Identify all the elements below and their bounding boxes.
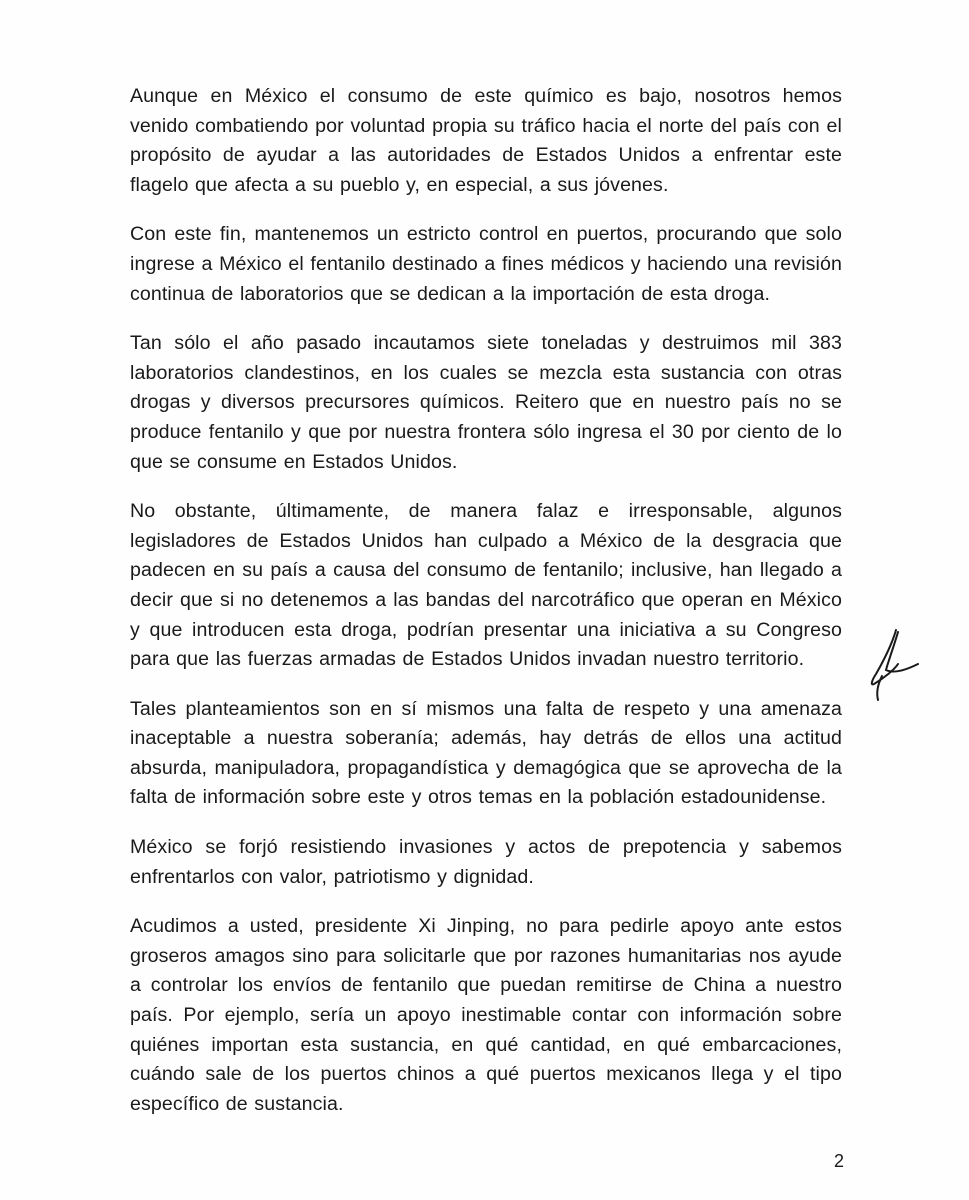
paragraph-3: Tan sólo el año pasado incautamos siete toneladas y destruimos mil 383 laboratorios clandestinos, en los cuales se mezcla esta sustancia con otras drogas y diversos precursores químicos. Reitero que en nuestro país no se produce fentanilo y que por nuestra frontera sólo ingresa el 30 por ciento de lo que se consume en Estados Unidos. [130,332,842,473]
paragraph-5: Tales planteamientos son en sí mismos una falta de respeto y una amenaza inaceptable a nuestra soberanía; además, hay detrás de ellos una actitud absurda, manipuladora, propagandística y demagógica que se aprovecha de la falta de información sobre este y otros temas en la población estadounidense. [130,697,842,809]
paragraph-7: Acudimos a usted, presidente Xi Jinping, no para pedirle apoyo ante estos groseros amagos sino para solicitarle que por razones humanitarias nos ayude a controlar los envíos de fentanilo que puedan remitirse de China a nuestro país. Por ejemplo, sería un apoyo inestimable contar con información sobre quiénes importan esta sustancia, en qué cantidad, en qué embarcaciones, cuándo sale de los puertos chinos a qué puertos mexicanos llega y el tipo específico de sustancia. [130,915,842,1115]
paragraph-1: Aunque en México el consumo de este químico es bajo, nosotros hemos venido combatiendo por voluntad propia su tráfico hacia el norte del país con el propósito de ayudar a las autoridades de Estados Unidos a enfrentar este flagelo que afecta a su pueblo y, en especial, a sus jóvenes. [130,85,842,196]
paragraph-4: No obstante, últimamente, de manera falaz e irresponsable, algunos legisladores de Estados Unidos han culpado a México de la desgracia que padecen en su país a causa del consumo de fentanilo; inclusive, han llegado a decir que si no detenemos a las bandas del narcotráfico que operan en México y que introducen esta droga, podrían presentar una iniciativa a su Congreso para que las fuerzas armadas de Estados Unidos invadan nuestro territorio. [130,500,842,671]
paragraph-2: Con este fin, mantenemos un estricto control en puertos, procurando que solo ingrese a México el fentanilo destinado a fines médicos y haciendo una revisión continua de laboratorios que se dedican a la importación de esta droga. [130,223,842,305]
handwritten-initials-icon [864,624,922,704]
letter-body [130,82,842,1139]
page-number: 2 [834,1151,845,1171]
paragraph-6: México se forjó resistiendo invasiones y actos de prepotencia y sabemos enfrentarlos con valor, patriotismo y dignidad. [130,836,842,888]
